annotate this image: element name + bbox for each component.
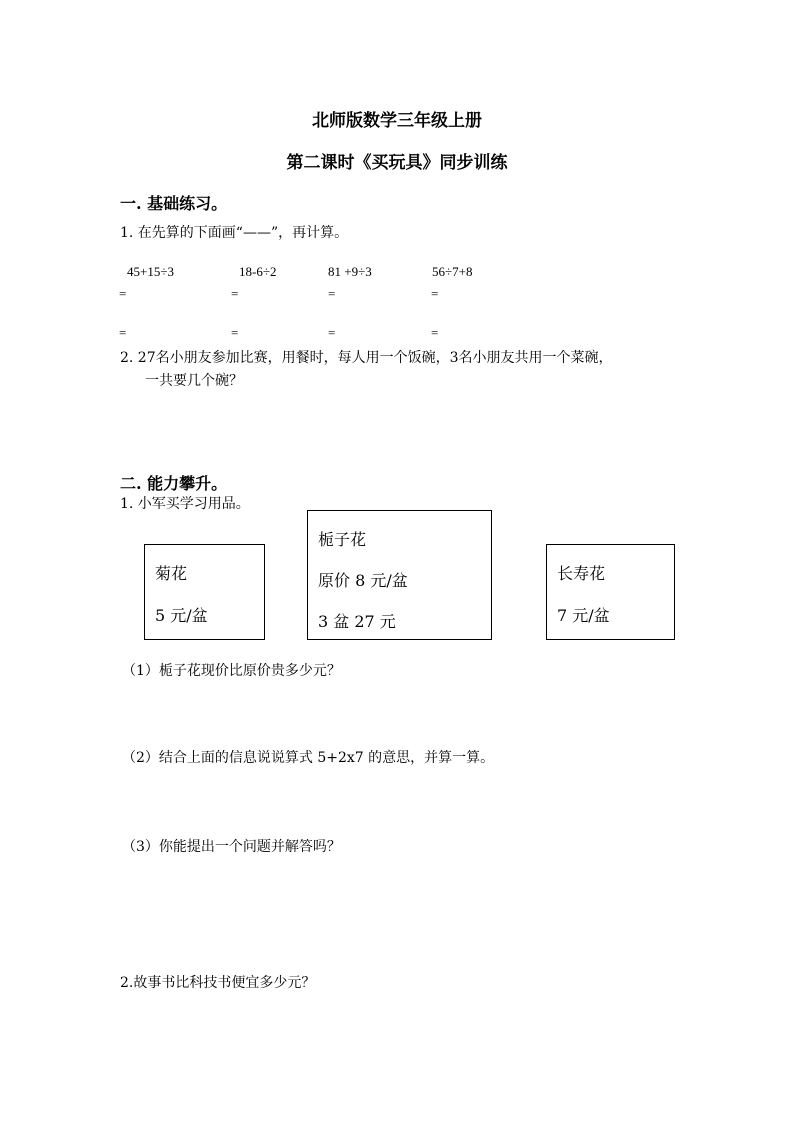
section2-question-1-text: 1. 小军买学习用品。 [120, 496, 250, 512]
page-title: 北师版数学三年级上册 [312, 111, 482, 131]
sub-question-2: （2）结合上面的信息说说算式 5+2x7 的意思，并算一算。 [122, 750, 495, 766]
equals-sign: = [231, 325, 239, 340]
equals-sign: = [328, 325, 336, 340]
card-bundle-price: 3 盆 27 元 [318, 612, 396, 631]
card-price: 5 元/盆 [155, 606, 208, 625]
question-1-text: 1. 在先算的下面画“——”，再计算。 [120, 225, 349, 241]
equals-sign: = [431, 325, 439, 340]
equals-sign: = [328, 286, 336, 301]
card-product-name: 长寿花 [557, 564, 606, 583]
price-card-kalanchoe [546, 544, 675, 640]
card-product-name: 菊花 [155, 564, 188, 583]
card-original-price: 原价 8 元/盆 [318, 571, 408, 590]
section2-question-2-text: 2.故事书比科技书便宜多少元？ [120, 975, 316, 991]
equals-sign: = [119, 286, 127, 301]
expression-4: 56÷7+8 [432, 264, 473, 279]
expression-2: 18-6÷2 [239, 264, 277, 279]
sub-question-1: （1）栀子花现价比原价贵多少元？ [122, 663, 341, 679]
equals-sign: = [119, 325, 127, 340]
expression-3: 81 +9÷3 [328, 264, 372, 279]
card-product-name: 栀子花 [318, 530, 367, 549]
section-heading-basic: 一. 基础练习。 [120, 194, 228, 213]
price-card-chrysanthemum [144, 544, 265, 640]
card-price: 7 元/盆 [557, 606, 610, 625]
sub-question-3: （3）你能提出一个问题并解答吗？ [122, 839, 341, 855]
question-2-line-2: 一共要几个碗？ [145, 373, 243, 389]
question-2-line-1: 2. 27名小朋友参加比赛，用餐时，每人用一个饭碗，3名小朋友共用一个菜碗， [120, 350, 613, 366]
section-heading-advanced: 二. 能力攀升。 [120, 474, 228, 493]
equals-sign: = [431, 286, 439, 301]
price-card-gardenia [307, 510, 492, 640]
equals-sign: = [231, 286, 239, 301]
expression-1: 45+15÷3 [127, 264, 174, 279]
page-subtitle: 第二课时《买玩具》同步训练 [286, 153, 508, 173]
